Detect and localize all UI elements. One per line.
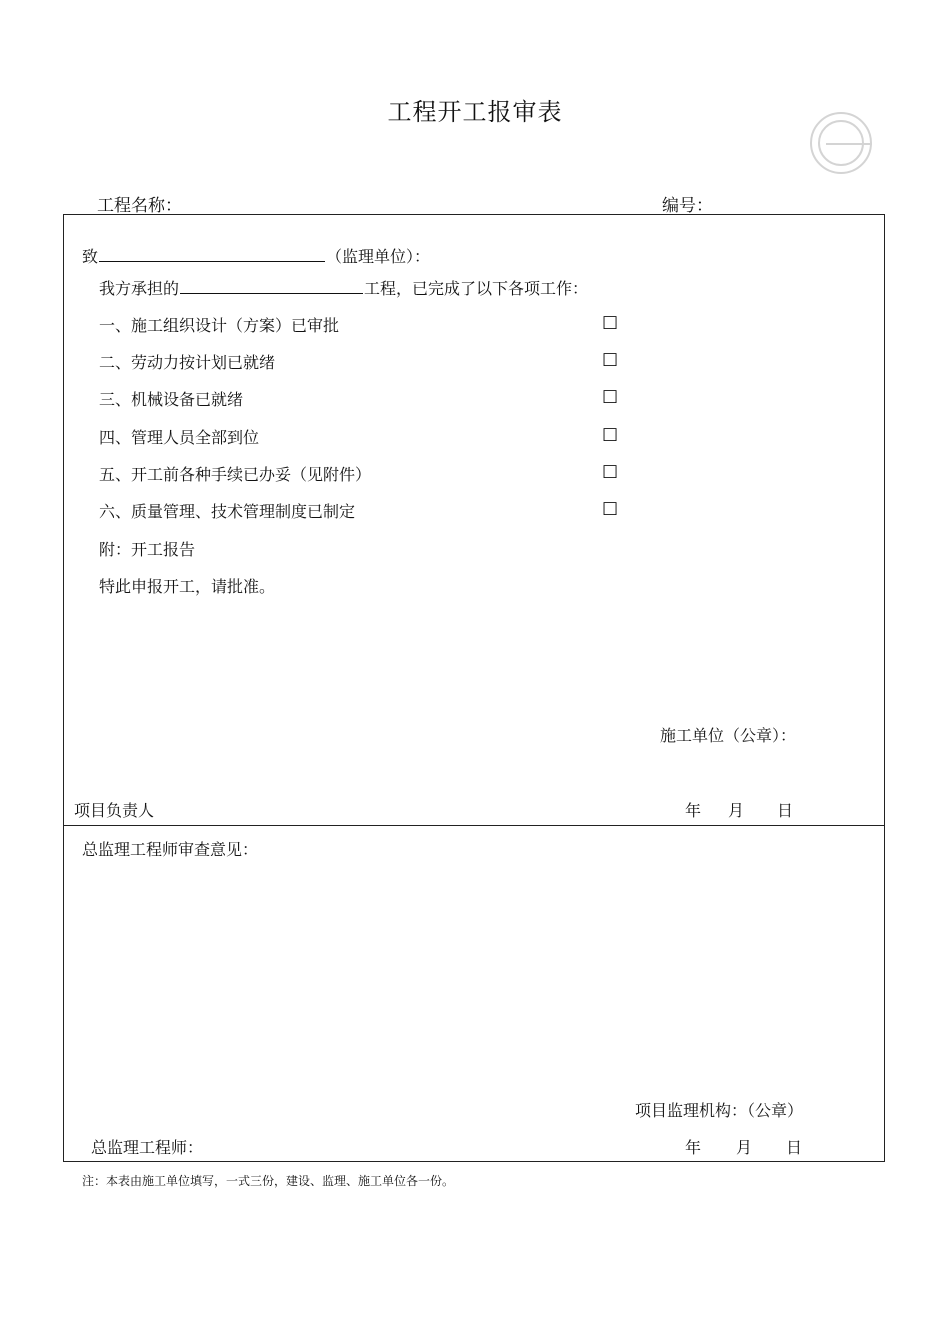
checklist-item: 六、质量管理、技术管理制度已制定: [99, 502, 356, 521]
date-month: 月: [736, 1138, 753, 1157]
checklist-item: 五、开工前各种手续已办妥（见附件）: [99, 465, 372, 484]
circle-logo-icon: [808, 110, 874, 176]
date-day: 日: [786, 1138, 803, 1157]
checkbox[interactable]: □: [602, 312, 619, 332]
date-month: 月: [728, 801, 745, 820]
intro-line: [99, 276, 588, 299]
date-year: 年: [685, 801, 702, 820]
intro-prefix: 我方承担的: [99, 279, 180, 298]
checklist-item: 二、劳动力按计划已就绪: [99, 353, 276, 372]
chief-engineer-label: 总监理工程师：: [91, 1138, 204, 1157]
project-field[interactable]: [180, 277, 363, 294]
opinion-label: 总监理工程师审查意见：: [82, 840, 259, 859]
to-prefix: 致: [82, 247, 99, 266]
checklist-item: 一、施工组织设计（方案）已审批: [99, 316, 340, 335]
request-text: 特此申报开工，请批准。: [99, 577, 276, 596]
contractor-seal-label: 施工单位（公章）：: [660, 726, 797, 745]
checklist-item: 四、管理人员全部到位: [99, 428, 260, 447]
date-year: 年: [685, 1138, 702, 1157]
checkbox[interactable]: □: [602, 498, 619, 518]
checkbox[interactable]: □: [602, 461, 619, 481]
to-line: [82, 244, 430, 267]
date-day: 日: [777, 801, 794, 820]
intro-suffix: 工程，已完成了以下各项工作：: [364, 279, 589, 298]
to-suffix: （监理单位）：: [326, 247, 431, 266]
footnote: 注：本表由施工单位填写，一式三份，建设、监理、施工单位各一份。: [82, 1174, 455, 1188]
checklist-item: 三、机械设备已就绪: [99, 390, 244, 409]
page-title: 工程开工报审表: [387, 98, 563, 126]
project-name-label: 工程名称：: [97, 196, 182, 216]
checkbox[interactable]: □: [602, 386, 619, 406]
checkbox[interactable]: □: [602, 349, 619, 369]
checkbox[interactable]: □: [602, 424, 619, 444]
supervision-seal-label: 项目监理机构：（公章）: [635, 1101, 804, 1120]
section-divider: [63, 825, 885, 826]
supervision-unit-field[interactable]: [99, 245, 325, 262]
project-manager-label: 项目负责人: [74, 801, 155, 820]
attachment-text: 附：开工报告: [99, 540, 196, 559]
number-label: 编号：: [662, 196, 713, 216]
